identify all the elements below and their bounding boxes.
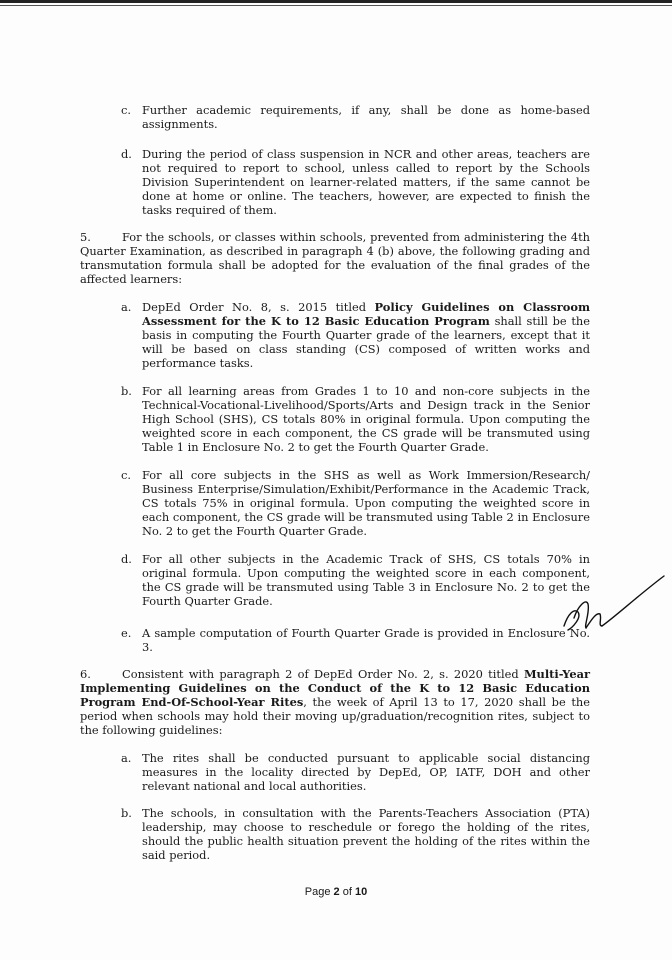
section6-post: , the week of April 13 to 17, 2020 shall be the period when schools may hold their moving up/graduation/recognition rites, subject to the following guidelines: bbox=[80, 695, 591, 737]
section4-item-d: During the period of class suspension in NCR and other areas, teachers are not required to report to school, unless called to report by the Schools Division Superintendent on learner-related matters, if the same cannot be done at home or online. The teachers, however, are expected to finish the tasks required of them. bbox=[142, 147, 590, 217]
item-label: e. bbox=[121, 626, 132, 640]
section6-pre: Consistent with paragraph 2 of DepEd Order No. 2, s. 2020 titled bbox=[122, 667, 524, 681]
section5-text: For the schools, or classes within schools, prevented from administering the 4th Quarter Examination, as described in paragraph 4 (b) above, the following grading and transmutation formula shall be adopted for the evaluation of the final grades of the affected learners: bbox=[80, 230, 590, 286]
section6-paragraph bbox=[80, 667, 590, 737]
section5-number: 5. bbox=[80, 230, 91, 244]
item-label: c. bbox=[121, 103, 132, 117]
footer-current-page: 2 bbox=[333, 886, 340, 898]
item-label: b. bbox=[121, 806, 132, 820]
section6-item-b: The schools, in consultation with the Parents-Teachers Association (PTA) leadership, may choose to reschedule or forego the holding of the rites, should the public health situation prevent the holding of the rites within the said period. bbox=[142, 806, 590, 862]
item-a-title: Policy Guidelines on Classroom Assessment for the K to 12 Basic Education Program bbox=[142, 300, 590, 328]
handwritten-initials bbox=[560, 568, 670, 638]
item-label: d. bbox=[121, 147, 132, 161]
section5-paragraph bbox=[80, 230, 590, 286]
item-label: a. bbox=[121, 300, 132, 314]
section6-number: 6. bbox=[80, 667, 91, 681]
section5-item-a bbox=[142, 300, 590, 370]
footer-total-pages: 10 bbox=[354, 886, 368, 898]
section6-item-a: The rites shall be conducted pursuant to applicable social distancing measures in the locality directed by DepEd, OP, IATF, DOH and other relevant national and local authorities. bbox=[142, 751, 590, 793]
section5-item-e: A sample computation of Fourth Quarter Grade is provided in Enclosure No. 3. bbox=[142, 626, 590, 654]
section5-item-b: For all learning areas from Grades 1 to 10 and non-core subjects in the Technical-Vocational-Livelihood/Sports/Arts and Design track in the Senior High School (SHS), CS totals 80% in original formula. Upon computing the weighted score in each component, the CS grade will be transmuted using Table 1 in Enclosure No. 2 to get the Fourth Quarter Grade. bbox=[142, 384, 590, 454]
section5-item-d: For all other subjects in the Academic Track of SHS, CS totals 70% in original formula. Upon computing the weighted score in each component, the CS grade will be transmuted using Table 3 in Enclosure No. 2 to get the Fourth Quarter Grade. bbox=[142, 552, 590, 608]
section6-title: Multi-Year Implementing Guidelines on the Conduct of the K to 12 Basic Education Program End-Of-School-Year Rites bbox=[80, 667, 590, 709]
page-footer bbox=[0, 886, 672, 898]
section4-item-c: Further academic requirements, if any, shall be done as home-based assignments. bbox=[142, 103, 590, 131]
item-label: c. bbox=[121, 468, 132, 482]
footer-sep: of bbox=[339, 886, 355, 898]
item-a-pre: DepEd Order No. 8, s. 2015 titled bbox=[142, 300, 375, 314]
footer-prefix: Page bbox=[304, 886, 334, 898]
item-a-post: shall still be the basis in computing the Fourth Quarter grade of the learners, except that it will be based on class standing (CS) composed of written works and performance tasks. bbox=[142, 314, 590, 370]
top-border-thin bbox=[0, 5, 672, 6]
item-label: d. bbox=[121, 552, 132, 566]
section5-item-c: For all core subjects in the SHS as well as Work Immersion/Research/ Business Enterprise/Simulation/Exhibit/Performance in the Academic Track, CS totals 75% in original formula. Upon computing the weighted score in each component, the CS grade will be transmuted using Table 2 in Enclosure No. 2 to get the Fourth Quarter Grade. bbox=[142, 468, 590, 538]
top-border bbox=[0, 0, 672, 3]
item-label: b. bbox=[121, 384, 132, 398]
item-label: a. bbox=[121, 751, 132, 765]
